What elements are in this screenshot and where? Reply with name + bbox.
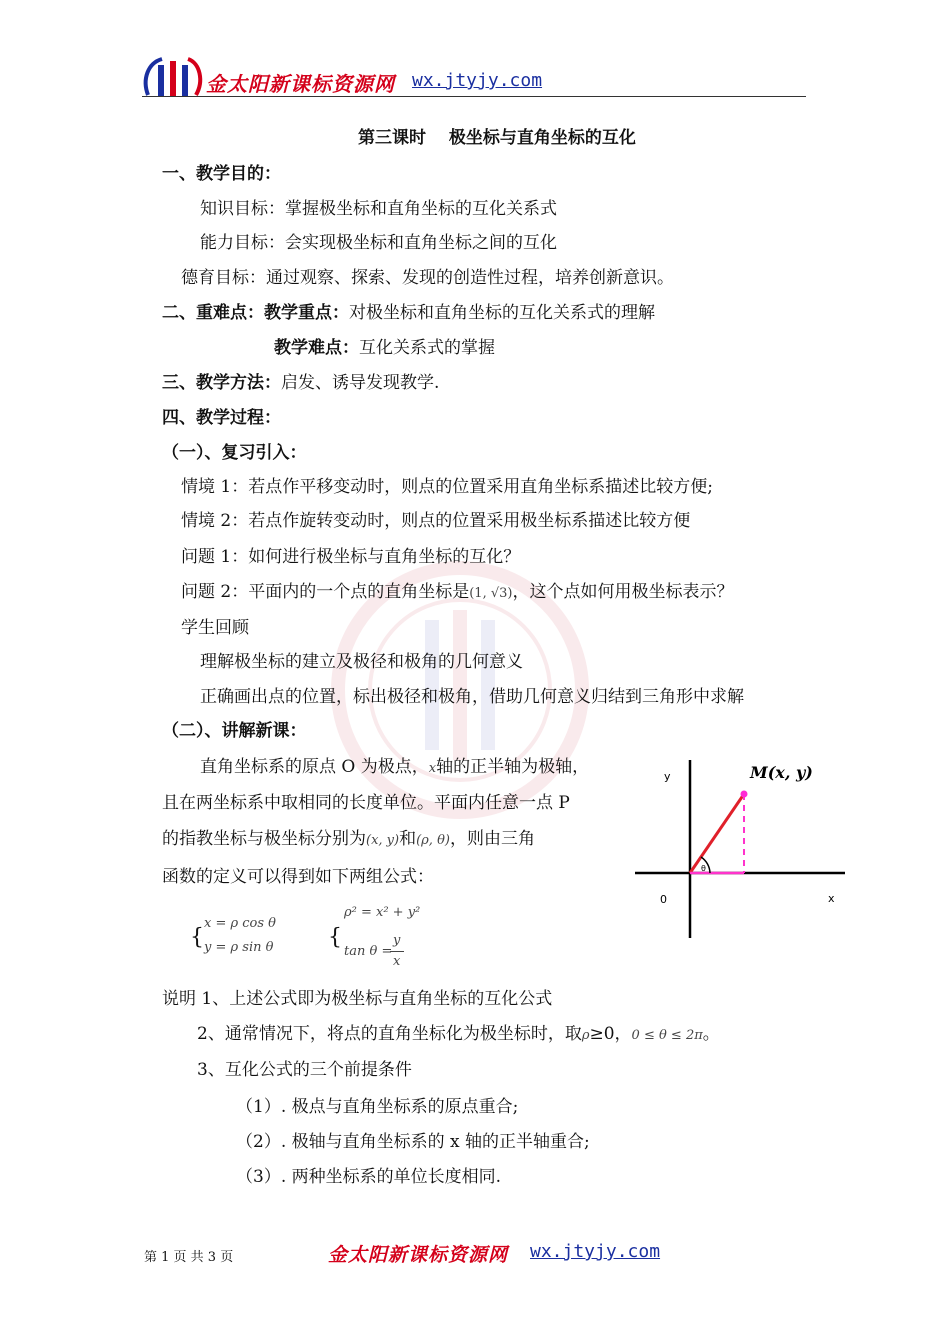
header-url-link[interactable]: wx.jtyjy.com xyxy=(412,70,543,91)
footer-brand: 金太阳新课标资源网 xyxy=(328,1244,509,1266)
new-lesson-p4: 函数的定义可以得到如下两组公式： xyxy=(162,867,434,887)
p3-text-a: 的指教坐标与极坐标分别为 xyxy=(162,829,366,849)
p1-math-x: x xyxy=(428,761,437,776)
note2-math-theta-range: 0 ≤ θ ≤ 2π xyxy=(631,1028,703,1043)
fraction-bar xyxy=(390,951,404,952)
note2 xyxy=(197,1023,720,1047)
coordinate-figure xyxy=(630,750,850,950)
scene2-text: 情境 2：若点作旋转变动时，则点的位置采用极坐标系描述比较方便 xyxy=(181,511,691,531)
y-axis-label: y xyxy=(664,770,671,783)
formula2-line1: ρ² = x² + y² xyxy=(344,905,421,920)
section4-heading: 四、教学过程： xyxy=(162,408,281,428)
scene1-text: 情境 1：若点作平移变动时，则点的位置采用直角坐标系描述比较方便; xyxy=(181,477,713,497)
formula2-tan: tan θ = xyxy=(344,944,393,959)
note2-text-c: 。 xyxy=(702,1024,720,1044)
ability-goal: 能力目标：会实现极坐标和直角坐标之间的互化 xyxy=(200,233,557,253)
section2-line2 xyxy=(274,337,495,359)
header-rule xyxy=(142,96,806,97)
page-number: 第 1 页 共 3 页 xyxy=(144,1250,234,1265)
section3-heading: 三、教学方法： xyxy=(162,373,281,393)
p1-text-b: 轴的正半轴为极轴， xyxy=(436,757,590,777)
page-title: 第三课时 极坐标与直角坐标的互化 xyxy=(358,128,636,148)
note2-math-rho: ρ xyxy=(581,1028,590,1043)
condition2: （2）. 极轴与直角坐标系的 x 轴的正半轴重合; xyxy=(236,1132,590,1152)
formula1-line2: y = ρ sin θ xyxy=(204,940,274,955)
footer-url-link[interactable]: wx.jtyjy.com xyxy=(530,1241,661,1262)
section2-heading: 二、重难点： xyxy=(162,303,264,323)
question2-text-a: 问题 2：平面内的一个点的直角坐标是 xyxy=(181,582,470,602)
note1: 说明 1、上述公式即为极坐标与直角坐标的互化公式 xyxy=(162,989,553,1009)
note2-text-b: ≥0， xyxy=(589,1024,632,1044)
condition3: （3）. 两种坐标系的单位长度相同. xyxy=(236,1167,502,1187)
subsection2-heading: （二）、讲解新课： xyxy=(162,721,307,741)
theta-label: θ xyxy=(701,864,706,873)
subsection1-heading: （一）、复习引入： xyxy=(162,443,307,463)
formula1-line1: x = ρ cos θ xyxy=(204,916,277,931)
section2-line1 xyxy=(162,302,655,324)
key-point-text: 对极坐标和直角坐标的互化关系式的理解 xyxy=(349,303,655,323)
moral-goal: 德育目标：通过观察、探索、发现的创造性过程，培养创新意识。 xyxy=(181,268,674,288)
radius-line xyxy=(690,794,744,873)
p1-text-a: 直角坐标系的原点 O 为极点， xyxy=(200,757,429,777)
review-point1: 理解极坐标的建立及极径和极角的几何意义 xyxy=(200,652,523,672)
brace-icon: { xyxy=(190,925,204,950)
question2-math: (1, √3) xyxy=(469,586,513,601)
logo-icon xyxy=(140,55,208,101)
difficulty-label: 教学难点： xyxy=(274,338,359,358)
formula2-denominator: x xyxy=(393,954,401,969)
p3-math-xy: (x, y) xyxy=(366,833,400,848)
new-lesson-p1 xyxy=(200,756,589,780)
p3-text-b: 和 xyxy=(399,829,417,849)
new-lesson-p3 xyxy=(162,828,535,852)
formula2-numerator: y xyxy=(393,933,401,948)
note2-text-a: 2、通常情况下，将点的直角坐标化为极坐标时，取 xyxy=(197,1024,582,1044)
section3-text: 启发、诱导发现教学. xyxy=(281,373,440,393)
p3-text-c: ，则由三角 xyxy=(449,829,535,849)
difficulty-text: 互化关系式的掌握 xyxy=(359,338,495,358)
point-m-label: M(x, y) xyxy=(750,763,813,782)
brace-icon: { xyxy=(328,925,342,950)
knowledge-goal: 知识目标：掌握极坐标和直角坐标的互化关系式 xyxy=(200,199,557,219)
x-axis-label: x xyxy=(828,892,835,905)
header-brand: 金太阳新课标资源网 xyxy=(206,72,395,96)
point-m xyxy=(741,791,748,798)
review-point2: 正确画出点的位置，标出极径和极角，借助几何意义归结到三角形中求解 xyxy=(200,687,744,707)
p3-math-rho-theta: (ρ, θ) xyxy=(416,833,450,848)
review-label: 学生回顾 xyxy=(181,618,249,638)
section3-line xyxy=(162,372,439,394)
new-lesson-p2: 且在两坐标系中取相同的长度单位。平面内任意一点 P xyxy=(162,793,570,813)
question1-text: 问题 1：如何进行极坐标与直角坐标的互化？ xyxy=(181,547,521,567)
origin-label: 0 xyxy=(660,893,667,906)
key-point-label: 教学重点： xyxy=(264,303,349,323)
section1-heading: 一、教学目的： xyxy=(162,164,281,184)
condition1: （1）. 极点与直角坐标系的原点重合; xyxy=(236,1097,519,1117)
note3: 3、互化公式的三个前提条件 xyxy=(197,1060,412,1080)
question2-text-b: ，这个点如何用极坐标表示？ xyxy=(512,582,734,602)
question2-line xyxy=(181,581,733,605)
